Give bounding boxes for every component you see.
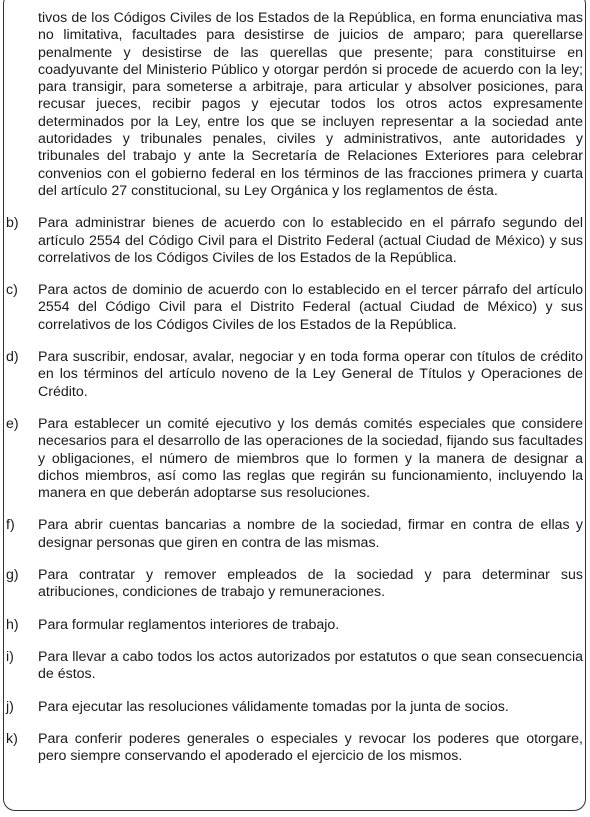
- item-letter: e): [6, 415, 19, 432]
- list-item-j: [6, 698, 583, 716]
- item-text: Para administrar bienes de acuerdo con lo establecido en el párrafo segundo del artículo 2554 del Código Civil para el Distrito Federal (actual Ciudad de México) y sus correlativos de los Códigos Civiles de los Estados de la República.: [38, 215, 583, 266]
- item-letter: k): [6, 730, 18, 747]
- item-text: Para actos de dominio de acuerdo con lo establecido en el tercer párrafo del artículo 2554 del Código Civil para el Distrito Federal (actual Ciudad de México) y sus correlativos de los Códigos Civiles de los Estados de la República.: [38, 282, 583, 333]
- item-letter: d): [6, 349, 19, 366]
- list-item-c: [6, 282, 583, 334]
- list-item-f: [6, 517, 583, 552]
- item-letter: f): [6, 517, 15, 534]
- item-letter: h): [6, 616, 19, 633]
- item-text: Para establecer un comité ejecutivo y los demás comités especiales que considere necesarios para el desarrollo de las operaciones de la sociedad, fijando sus facultades y obligaciones, el número de miembros que lo formen y la manera de designar a dichos miembros, así como las reglas que regirán su funcionamiento, incluyendo la manera en que deberán adoptarse sus resoluciones.: [38, 415, 583, 502]
- item-text: Para abrir cuentas bancarias a nombre de la sociedad, firmar en contra de ellas y designar personas que giren en contra de las mismas.: [38, 517, 583, 551]
- item-letter: i): [6, 648, 14, 665]
- item-text: Para llevar a cabo todos los actos autorizados por estatutos o que sean consecuencia de éstos.: [38, 648, 583, 683]
- item-text: Para conferir poderes generales o especiales y revocar los poderes que otorgare, pero siempre conservando el apoderado el ejercicio de los mismos.: [38, 730, 583, 765]
- list-item-h: [6, 616, 583, 634]
- list-item-d: [6, 349, 583, 401]
- item-text: Para contratar y remover empleados de la sociedad y para determinar sus atribuciones, condiciones de trabajo y remuneraciones.: [38, 567, 583, 601]
- item-text: Para ejecutar las resoluciones válidamente tomadas por la junta de socios.: [38, 698, 509, 715]
- list-item-i: [6, 648, 583, 684]
- list-item-k: [6, 730, 583, 766]
- item-text: Para suscribir, endosar, avalar, negociar y en toda forma operar con títulos de crédito en los términos del artículo noveno de la Ley General de Títulos y Operaciones de Crédito.: [38, 349, 583, 400]
- list-item-g: [6, 567, 583, 602]
- item-text: Para formular reglamentos interiores de trabajo.: [38, 616, 340, 633]
- list-item-e: [6, 415, 583, 502]
- document-body: [0, 10, 590, 765]
- list-item-b: [6, 215, 583, 267]
- item-letter: b): [6, 215, 19, 232]
- item-letter: c): [6, 282, 18, 299]
- item-letter: g): [6, 567, 19, 584]
- item-letter: j): [6, 698, 14, 715]
- intro-paragraph: tivos de los Códigos Civiles de los Estados de la República, en forma enunciativa mas no limitativa, facultades para desistirse de juicios de amparo; para querellarse penalmente y desistirse de las querellas que presente; para constituirse en coadyuvante del Ministerio Público y otorgar perdón si procede de acuerdo con la ley; para transigir, para someterse a arbitraje, para articular y absolver posiciones, para recusar jueces, recibir pagos y ejecutar todos los otros actos expresamente determinados por la Ley, entre los que se incluyen representar a la sociedad ante autoridades y tribunales penales, civiles y administrativos, ante autoridades y tribunales del trabajo y ante la Secretaría de Relaciones Exteriores para celebrar convenios con el gobierno federal en los términos de las fracciones primera y cuarta del artículo 27 constitucional, su Ley Orgánica y los reglamentos de ésta.: [38, 10, 583, 199]
